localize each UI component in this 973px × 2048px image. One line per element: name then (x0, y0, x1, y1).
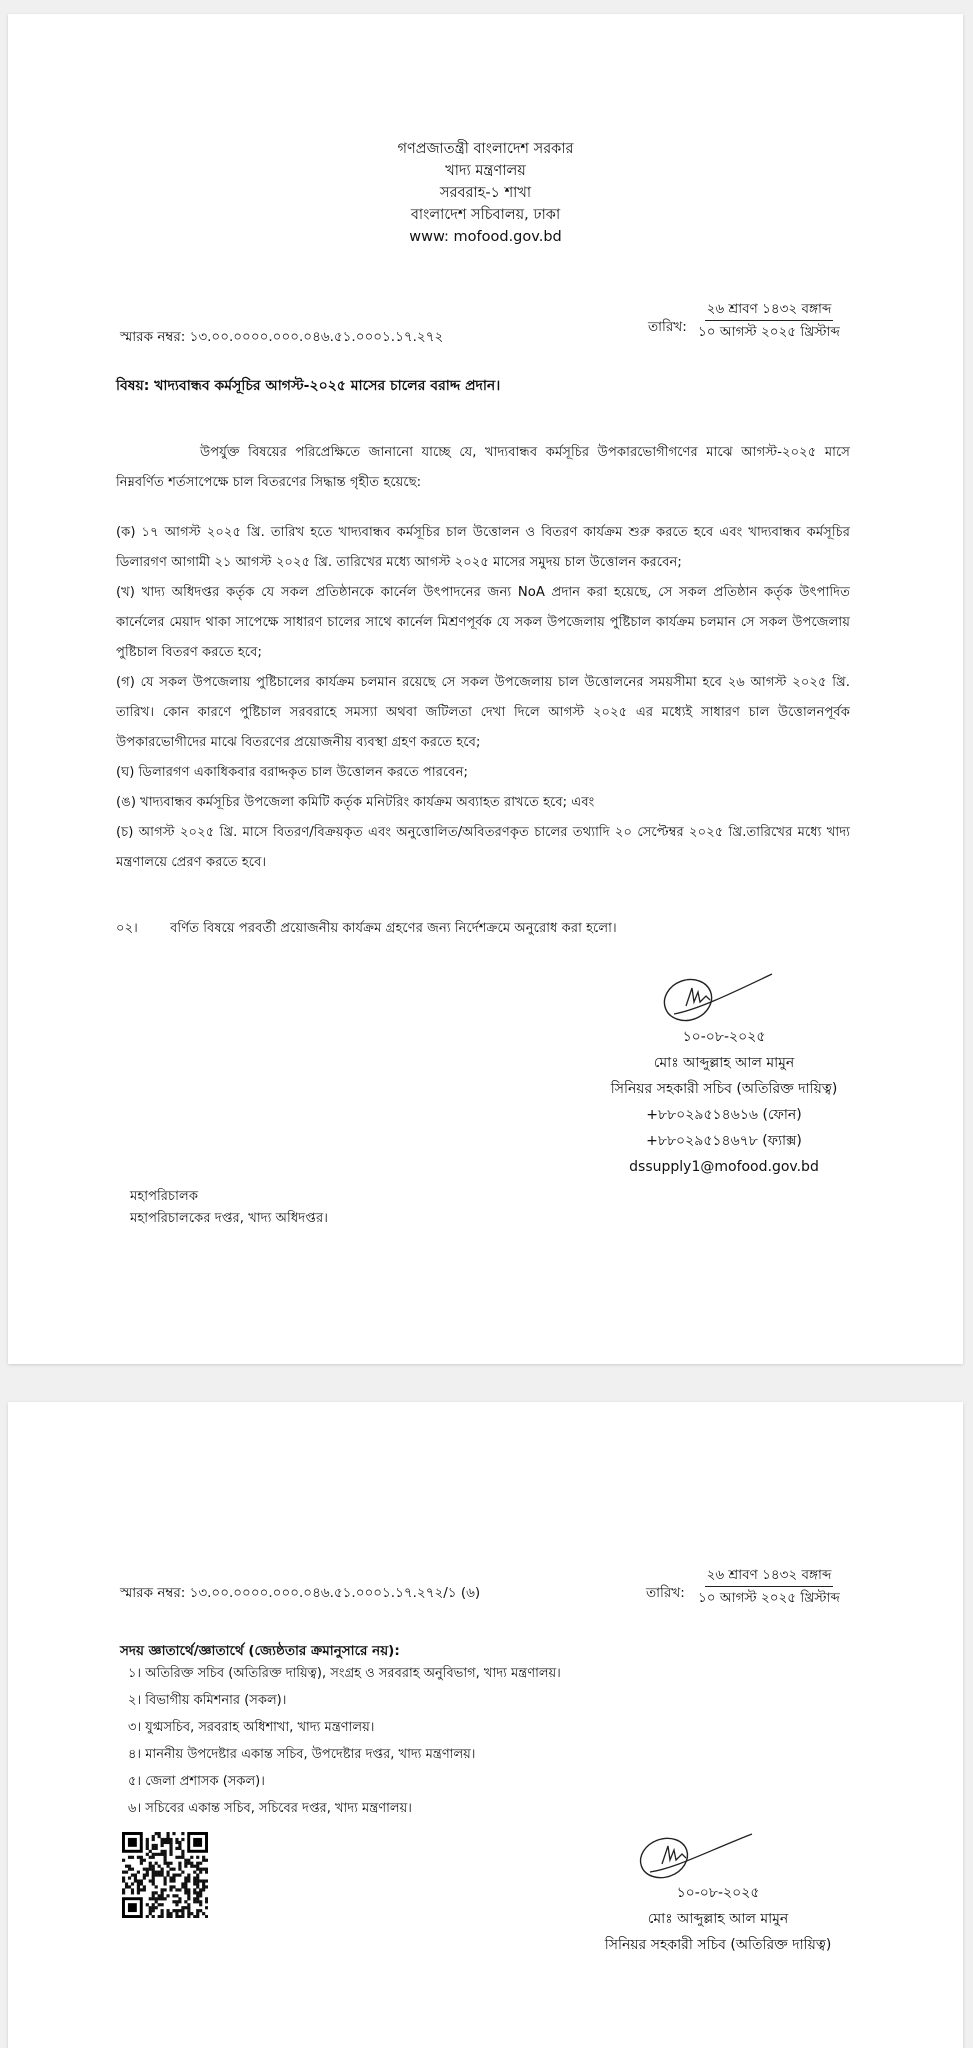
letter-page-2 (8, 1402, 963, 2048)
signatory-name: মোঃ আব্দুল্লাহ আল মামুন (653, 1055, 795, 1071)
signatory-name: মোঃ আব্দুল্লাহ আল মামুন (647, 1911, 789, 1927)
ministry-name: খাদ্য মন্ত্রণালয় (445, 163, 526, 179)
paragraph-2 (116, 918, 617, 940)
signature-block (568, 1024, 880, 1180)
website: www: mofood.gov.bd (409, 229, 562, 245)
government-name: গণপ্রজাতন্ত্রী বাংলাদেশ সরকার (397, 141, 574, 157)
recipient-office: মহাপরিচালকের দপ্তর, খাদ্য অধিদপ্তর। (130, 1211, 328, 1226)
signatory-designation: সিনিয়র সহকারী সচিব (অতিরিক্ত দায়িত্ব) (604, 1937, 832, 1953)
office-address: বাংলাদেশ সচিবালয়, ঢাকা (410, 207, 561, 223)
intro-paragraph: উপর্যুক্ত বিষয়ের পরিপ্রেক্ষিতে জানানো যাচ্ছে যে, খাদ্যবান্ধব কর্মসূচির উপকারভোগীগণের মাঝে আগস্ট-২০২৫ মাসে নিম্নবর্ণিত শর্তসাপেক্ষে চাল বিতরণের সিদ্ধান্ত গৃহীত হয়েছে: (116, 445, 850, 490)
email-address: dssupply1@mofood.gov.bd (629, 1159, 819, 1175)
recipient-title: মহাপরিচালক (130, 1189, 199, 1204)
qr-code (122, 1832, 208, 1918)
signature-image (656, 966, 776, 1028)
signature-image (632, 1826, 756, 1884)
list-item: ৬। সচিবের একান্ত সচিব, সচিবের দপ্তর, খাদ্য মন্ত্রণালয়। (128, 1801, 412, 1816)
recipient-block (130, 1186, 328, 1230)
subject-line: বিষয়: খাদ্যবান্ধব কর্মসূচির আগস্ট-২০২৫ মাসের চালের বরাদ্দ প্রদান। (116, 378, 501, 394)
date-label: তারিখ: (648, 319, 687, 335)
memo-number: স্মারক নম্বর: ১৩.০০.০০০০.০০০.০৪৬.৫১.০০০১.১৭.২৭২/১ (৬) (120, 1585, 481, 1601)
cc-heading: সদয় জ্ঞাতার্থে/জ্ঞাতার্থে (জ্যেষ্ঠতার ক্রমানুসারে নয়): (120, 1643, 400, 1659)
list-item: ৩। যুগ্মসচিব, সরবরাহ অধিশাখা, খাদ্য মন্ত্রণালয়। (128, 1720, 375, 1735)
phone-number: +৮৮০২৯৫১৪৬১৬ (ফোন) (646, 1107, 802, 1123)
date-bangla: ২৬ শ্রাবণ ১৪৩২ বঙ্গাব্দ (705, 298, 834, 321)
signatory-designation: সিনিয়র সহকারী সচিব (অতিরিক্ত দায়িত্ব) (610, 1081, 838, 1097)
signature-date: ১০-০৮-২০২৫ (676, 1885, 760, 1901)
letterhead (8, 138, 963, 248)
date-gregorian: ১০ আগস্ট ২০২৫ খ্রিস্টাব্দ (698, 1590, 840, 1606)
signature-date: ১০-০৮-২০২৫ (682, 1029, 766, 1045)
list-item: (ঙ) খাদ্যবান্ধব কর্মসূচির উপজেলা কমিটি কর্তৃক মনিটরিং কার্যক্রম অব্যাহত রাখতে হবে; এবং (116, 795, 595, 810)
date-label: তারিখ: (646, 1585, 685, 1601)
list-item: ৫। জেলা প্রশাসক (সকল)। (128, 1774, 265, 1789)
paragraph-2-text: বর্ণিত বিষয়ে পরবর্তী প্রয়োজনীয় কার্যক্রম গ্রহণের জন্য নির্দেশক্রমে অনুরোধ করা হলো। (170, 921, 617, 936)
memo-number: স্মারক নম্বর: ১৩.০০.০০০০.০০০.০৪৬.৫১.০০০১.১৭.২৭২ (120, 329, 444, 345)
conditions-list (116, 518, 850, 878)
list-item: ২। বিভাগীয় কমিশনার (সকল)। (128, 1693, 287, 1708)
signature-block (568, 1880, 868, 1958)
date-gregorian: ১০ আগস্ট ২০২৫ খ্রিস্টাব্দ (698, 324, 840, 340)
list-item: ৪। মাননীয় উপদেষ্টার একান্ত সচিব, উপদেষ্টার দপ্তর, খাদ্য মন্ত্রণালয়। (128, 1747, 476, 1762)
list-item: (চ) আগস্ট ২০২৫ খ্রি. মাসে বিতরণ/বিক্রয়কৃত এবং অনুত্তোলিত/অবিতরণকৃত চালের তথ্যাদি ২০ সেপ্টেম্বর ২০২৫ খ্রি.তারিখের মধ্যে খাদ্য মন্ত্রণালয়ে প্রেরণ করতে হবে। (116, 825, 850, 870)
letter-page-1 (8, 14, 963, 1364)
list-item: (ঘ) ডিলারগণ একাধিকবার বরাদ্দকৃত চাল উত্তোলন করতে পারবেন; (116, 765, 468, 780)
fax-number: +৮৮০২৯৫১৪৬৭৮ (ফ্যাক্স) (646, 1133, 802, 1149)
date-bangla: ২৬ শ্রাবণ ১৪৩২ বঙ্গাব্দ (705, 1564, 834, 1587)
cc-list (128, 1660, 561, 1822)
date-block (698, 1564, 840, 1609)
list-item: (গ) যে সকল উপজেলায় পুষ্টিচালের কার্যক্রম চলমান রয়েছে সে সকল উপজেলায় চাল উত্তোলনের সময়সীমা হবে ২৬ আগস্ট ২০২৫ খ্রি. তারিখ। কোন কারণে পুষ্টিচাল সরবরাহে সমস্যা অথবা জটিলতা দেখা দিলে আগস্ট ২০২৫ এর মধ্যেই সাধারণ চাল উত্তোলনপূর্বক উপকারভোগীদের মাঝে বিতরণের প্রয়োজনীয় ব্যবস্থা গ্রহণ করতে হবে; (116, 675, 850, 750)
list-item: (ক) ১৭ আগস্ট ২০২৫ খ্রি. তারিখ হতে খাদ্যবান্ধব কর্মসূচির চাল উত্তোলন ও বিতরণ কার্যক্রম শুরু করতে হবে এবং খাদ্যবান্ধব কর্মসূচির ডিলারগণ আগামী ২১ আগস্ট ২০২৫ খ্রি. তারিখের মধ্যে আগস্ট ২০২৫ মাসের সমুদয় চাল উত্তোলন করবেন; (116, 525, 850, 570)
list-item: ১। অতিরিক্ত সচিব (অতিরিক্ত দায়িত্ব), সংগ্রহ ও সরবরাহ অনুবিভাগ, খাদ্য মন্ত্রণালয়। (128, 1666, 561, 1681)
paragraph-2-number: ০২। (116, 921, 138, 936)
date-block (698, 298, 840, 343)
branch-name: সরবরাহ-১ শাখা (439, 185, 532, 201)
list-item: (খ) খাদ্য অধিদপ্তর কর্তৃক যে সকল প্রতিষ্ঠানকে কার্নেল উৎপাদনের জন্য NoA প্রদান করা হয়েছে, সে সকল প্রতিষ্ঠান কর্তৃক উৎপাদিত কার্নেলের মেয়াদ থাকা সাপেক্ষে সাধারণ চালের সাথে কার্নেল মিশ্রণপূর্বক যে সকল উপজেলায় পুষ্টিচাল কার্যক্রম চলমান সে সকল উপজেলায় পুষ্টিচাল বিতরণ করতে হবে; (116, 585, 850, 660)
